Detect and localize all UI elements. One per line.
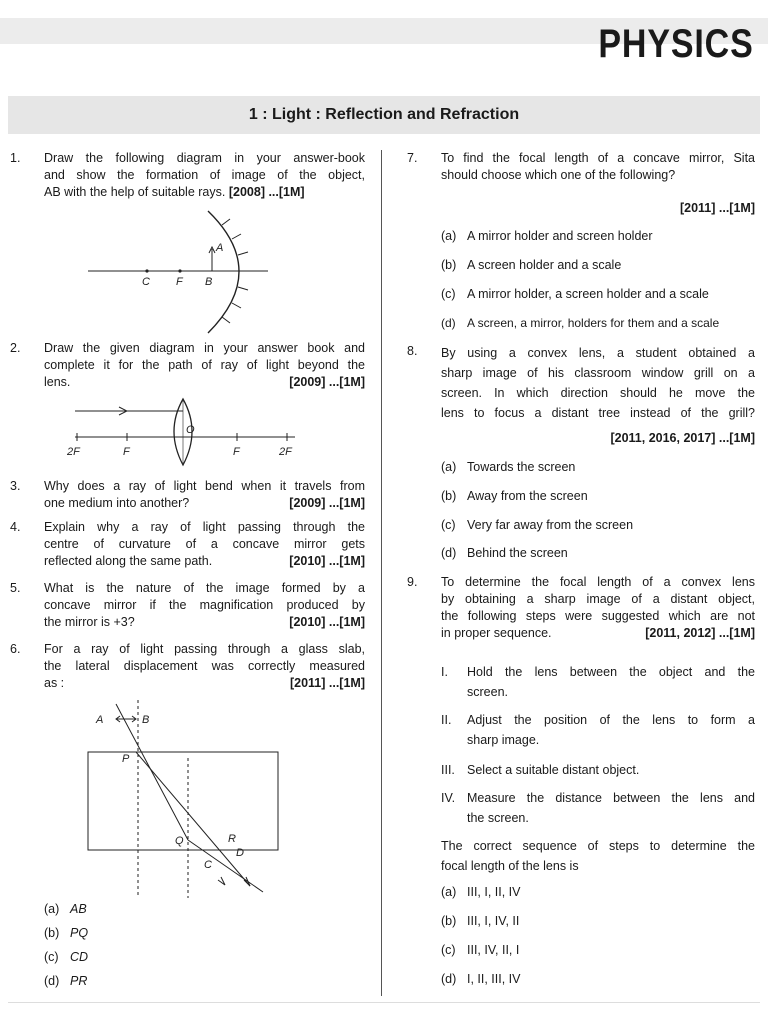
question-text: concave mirror if the magnification produced by (44, 598, 365, 612)
step-text: Hold the lens between the object and the (467, 665, 755, 679)
label-p: P (122, 753, 130, 765)
question-text: should choose which one of the following? (441, 168, 676, 182)
year-mark: [2011] ...[1M] (289, 676, 365, 690)
option-letter: (d) (441, 972, 457, 986)
step-number: IV. (441, 791, 456, 805)
step-text: screen. (467, 685, 508, 699)
option-text: I, II, III, IV (467, 972, 521, 986)
option-letter: (b) (441, 258, 457, 272)
option-d (441, 315, 719, 332)
option-text: III, IV, II, I (467, 943, 520, 957)
label-r: R (228, 833, 236, 845)
question-9-prompt (441, 836, 755, 876)
option-letter: (c) (44, 950, 59, 964)
option-c (44, 949, 88, 966)
option-letter: (c) (441, 287, 456, 301)
step-number: II. (441, 713, 452, 727)
option-b (441, 913, 519, 930)
label-2f-right: 2F (279, 446, 292, 458)
year-mark: [2010] ...[1M] (289, 554, 365, 568)
question-text: by obtaining a sharp image of a distant object, (441, 592, 755, 606)
option-c (441, 517, 633, 534)
option-letter: (c) (441, 518, 456, 532)
label-o: O (186, 424, 195, 436)
question-text: What is the nature of the image formed by a (44, 581, 365, 595)
option-letter: (b) (44, 926, 60, 940)
option-text: A mirror holder and screen holder (467, 229, 653, 243)
label-b: B (142, 714, 150, 726)
question-text: lens to focus a distant tree instead of the grill? (441, 406, 755, 420)
question-text: To determine the focal length of a convex lens (441, 575, 755, 589)
option-letter: (b) (441, 914, 457, 928)
label-a: A (96, 714, 104, 726)
option-text: Very far away from the screen (467, 518, 634, 532)
option-letter: (d) (441, 546, 457, 560)
option-letter: (d) (44, 974, 60, 988)
option-text: III, I, IV, II (467, 914, 520, 928)
option-letter: (a) (441, 885, 457, 899)
step-text: sharp image. (467, 733, 540, 747)
question-text: Explain why a ray of light passing through the (44, 520, 365, 534)
option-letter: (d) (441, 316, 456, 330)
question-text: as : (44, 676, 65, 690)
question-text: reflected along the same path. (44, 554, 213, 568)
step-text: Adjust the position of the lens to form a (467, 713, 755, 727)
label-b: B (205, 276, 213, 288)
question-text: complete it for the path of ray of light beyond the (44, 358, 365, 372)
question-number: 5. (10, 581, 21, 595)
option-a (441, 884, 521, 901)
question-text: lens. (44, 375, 71, 389)
year-mark: [2011, 2016, 2017] ...[1M] (610, 431, 755, 445)
concave-mirror-diagram (80, 205, 280, 340)
step-text: Measure the distance between the lens and (467, 791, 755, 805)
bottom-rule (8, 1002, 760, 1003)
label-2f-left: 2F (67, 446, 80, 458)
year-mark: [2011, 2012] ...[1M] (645, 626, 755, 640)
question-number: 3. (10, 479, 21, 493)
subject-title: PHYSICS (598, 22, 754, 66)
year-mark: [2009] ...[1M] (289, 496, 365, 510)
question-8-ref (407, 430, 755, 447)
label-q: Q (175, 835, 184, 847)
column-divider (381, 150, 382, 996)
step-number: I. (441, 665, 448, 679)
question-text: the mirror is +3? (44, 615, 135, 629)
option-a (441, 228, 653, 245)
step-number: III. (441, 763, 455, 777)
question-text: centre of curvature of a concave mirror gets (44, 537, 365, 551)
option-text: Towards the screen (467, 460, 576, 474)
option-b (44, 925, 88, 942)
option-letter: (b) (441, 489, 457, 503)
option-letter: (a) (441, 229, 457, 243)
option-c (441, 286, 709, 303)
option-text: A screen, a mirror, holders for them and a scale (467, 316, 720, 330)
option-d (441, 545, 568, 562)
label-f: F (176, 276, 183, 288)
question-number: 6. (10, 642, 21, 656)
option-text: PR (70, 974, 88, 988)
option-c (441, 942, 519, 959)
option-a (44, 901, 87, 918)
option-b (441, 257, 621, 274)
question-text: in proper sequence. (441, 626, 552, 640)
question-text: By using a convex lens, a student obtained a (441, 346, 755, 360)
question-text: screen. In which direction should he move the (441, 386, 755, 400)
option-letter: (a) (441, 460, 457, 474)
chapter-title: 1 : Light : Reflection and Refraction (248, 106, 520, 123)
option-b (441, 488, 588, 505)
option-text: III, I, II, IV (467, 885, 521, 899)
option-text: PQ (70, 926, 89, 940)
question-text: sharp image of his classroom window grill on a (441, 366, 755, 380)
question-7-ref (407, 200, 755, 217)
label-a: A (216, 242, 224, 254)
option-letter: (a) (44, 902, 60, 916)
question-text: For a ray of light passing through a glass slab, (44, 642, 365, 656)
option-d (441, 971, 521, 988)
year-mark: [2009] ...[1M] (289, 375, 365, 389)
question-text: one medium into another? (44, 496, 190, 510)
question-text: Draw the following diagram in your answer-book (44, 151, 365, 165)
question-text: the lateral displacement was correctly measured (44, 659, 365, 673)
question-text: Draw the given diagram in your answer book and (44, 341, 365, 355)
question-text: To find the focal length of a concave mirror, Sita (441, 151, 755, 165)
year-mark: [2008] ...[1M] (228, 185, 305, 199)
option-a (441, 459, 575, 476)
option-text: A screen holder and a scale (467, 258, 622, 272)
prompt-text: focal length of the lens is (441, 859, 579, 873)
step-text: Select a suitable distant object. (467, 763, 640, 777)
option-text: CD (70, 950, 89, 964)
option-text: Behind the screen (467, 546, 568, 560)
label-d: D (236, 847, 244, 859)
prompt-text: The correct sequence of steps to determine the (441, 839, 755, 853)
option-text: AB (70, 902, 87, 916)
question-text: the following steps were suggested which are not (441, 609, 755, 623)
question-number: 8. (407, 344, 418, 358)
label-f-left: F (123, 446, 130, 458)
label-c: C (142, 276, 150, 288)
option-d (44, 973, 87, 990)
option-text: A mirror holder, a screen holder and a scale (467, 287, 709, 301)
label-f-right: F (233, 446, 240, 458)
convex-lens-diagram (65, 395, 305, 470)
option-letter: (c) (441, 943, 456, 957)
question-number: 9. (407, 575, 418, 589)
question-number: 2. (10, 341, 21, 355)
question-text: AB with the help of suitable rays. (44, 185, 226, 199)
step-text: the screen. (467, 811, 529, 825)
option-text: Away from the screen (467, 489, 588, 503)
glass-slab-diagram (78, 700, 288, 900)
question-number: 4. (10, 520, 21, 534)
year-mark: [2010] ...[1M] (289, 615, 365, 629)
question-text: and show the formation of image of the object, (44, 168, 365, 182)
question-number: 7. (407, 151, 418, 165)
label-c: C (204, 859, 212, 871)
question-text: Why does a ray of light bend when it travels from (44, 479, 365, 493)
question-number: 1. (10, 151, 21, 165)
year-mark: [2011] ...[1M] (679, 201, 755, 215)
